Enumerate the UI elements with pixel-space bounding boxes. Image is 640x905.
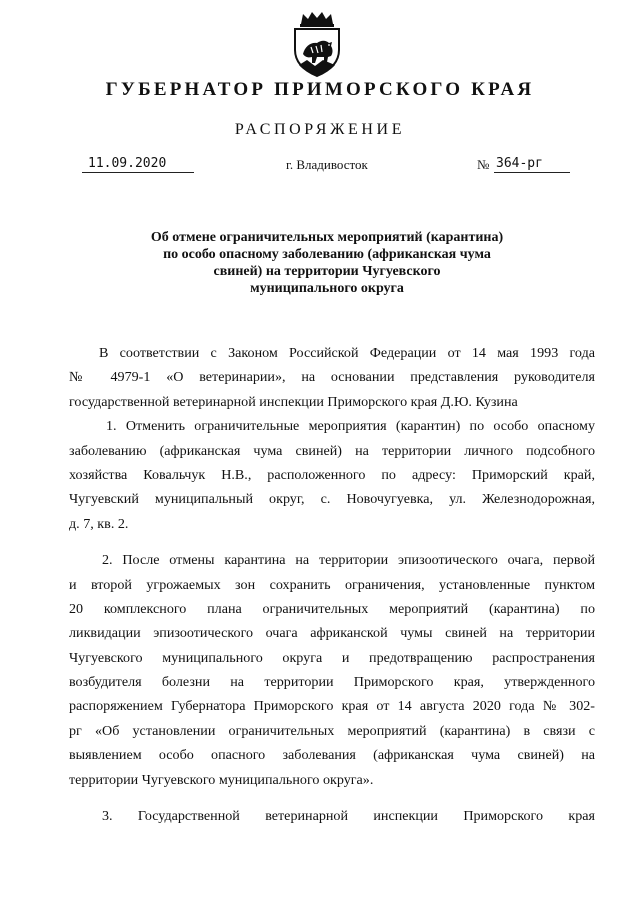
text-line: и второй угрожаемых зон сохранить ограничения, установленные пунктом (69, 576, 595, 593)
text-line: 1. Отменить ограничительные мероприятия (карантин) по особо опасному (106, 418, 595, 435)
title-line: свиней) на территории Чугуевского (213, 264, 441, 279)
text-line: выявлением особо опасного заболевания (африканская чума свиней) на (69, 747, 595, 764)
text-line: Чугуевского муниципального округа и предотвращению распространения (69, 649, 595, 666)
text-line: 20 комплексного плана ограничительных мероприятий (карантина) по (69, 600, 595, 617)
title-line: по особо опасному заболеванию (африканская чума (163, 247, 491, 262)
preamble-paragraph (69, 341, 595, 414)
text-line: Чугуевский муниципальный округ, с. Новочугуевка, ул. Железнодорожная, (69, 491, 595, 508)
text-line: рг «Об установлении ограничительных мероприятий (карантина) в связи с (69, 722, 595, 739)
text-line: заболеванию (африканская чума свиней) на территории личного подсобного (69, 442, 595, 459)
text-line: ликвидации эпизоотического очага африканской чумы свиней на территории (69, 625, 595, 642)
document-type: РАСПОРЯЖЕНИЕ (234, 121, 406, 138)
text-line: территории Чугуевского муниципального округа». (69, 771, 374, 788)
issuing-authority: ГУБЕРНАТОР ПРИМОРСКОГО КРАЯ (105, 79, 535, 100)
document-city: г. Владивосток (286, 157, 368, 172)
text-line: В соответствии с Законом Российской Федерации от 14 мая 1993 года (99, 345, 595, 361)
number-sign: № (477, 157, 490, 172)
title-line: Об отмене ограничительных мероприятий (карантина) (150, 230, 504, 245)
document-meta (0, 156, 640, 180)
text-line: хозяйства Ковальчук Н.В., расположенного по адресу: Приморский край, (69, 466, 595, 483)
title-line: муниципального округа (250, 281, 404, 296)
text-line: № 4979-1 «О ветеринарии», на основании представления руководителя (69, 369, 595, 386)
document-number: 364-рг (494, 156, 570, 173)
document-body (69, 341, 595, 828)
text-line: возбудителя болезни на территории Приморского края, утвержденного (69, 674, 595, 691)
text-line: д. 7, кв. 2. (69, 515, 129, 532)
item-3-paragraph (69, 804, 595, 828)
text-line: 2. После отмены карантина на территории эпизоотического очага, первой (102, 552, 595, 569)
item-1-paragraph (69, 414, 595, 536)
item-2-paragraph (69, 548, 595, 792)
text-line: распоряжением Губернатора Приморского края от 14 августа 2020 года № 302- (69, 698, 595, 715)
coat-of-arms-icon (287, 10, 347, 78)
document-title (132, 229, 522, 297)
document-date: 11.09.2020 (82, 156, 194, 173)
text-line: государственной ветеринарной инспекции Приморского края Д.Ю. Кузина (69, 393, 518, 410)
text-line: 3. Государственной ветеринарной инспекции Приморского края (102, 808, 595, 825)
